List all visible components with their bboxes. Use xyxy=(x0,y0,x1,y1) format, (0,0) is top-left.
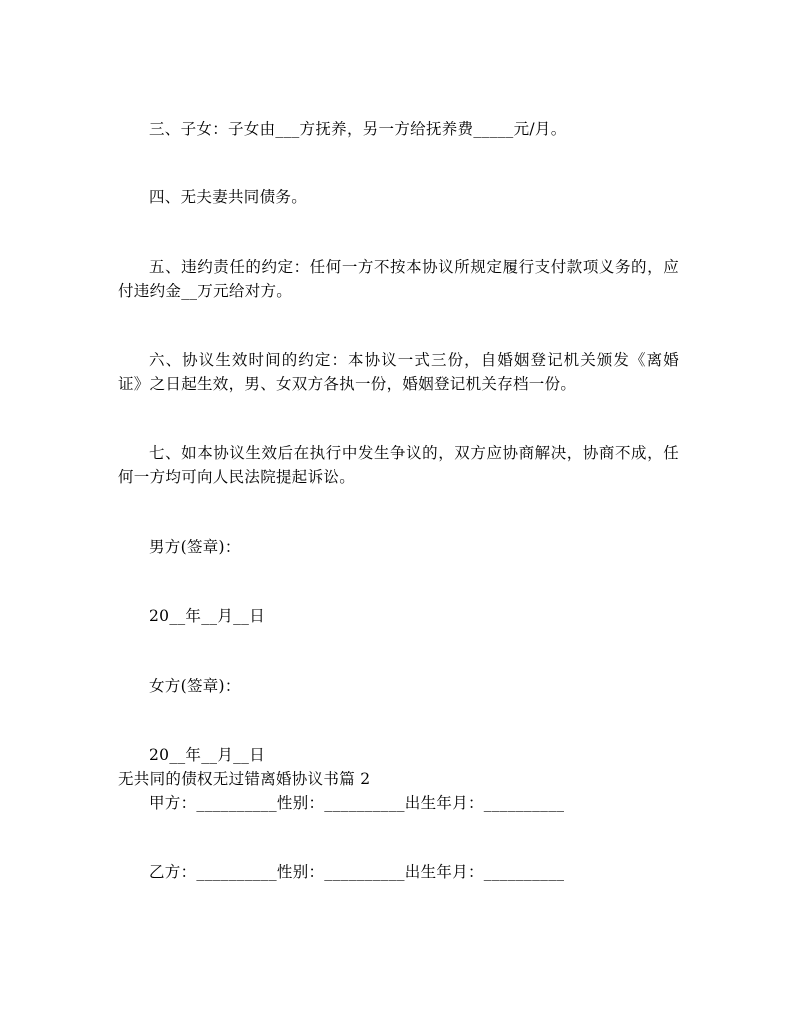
clause-6-line-1: 六、协议生效时间的约定：本协议一式三份，自婚姻登记机关颁发《离婚 xyxy=(149,351,679,369)
male-signature-date: 20__年__月__日 xyxy=(149,607,266,625)
female-signature-label: 女方(签章)： xyxy=(149,677,241,695)
female-signature-date: 20__年__月__日 xyxy=(149,746,266,764)
clause-4: 四、无夫妻共同债务。 xyxy=(149,188,308,206)
clause-6-line-2: 证》之日起生效，男、女双方各执一份，婚姻登记机关存档一份。 xyxy=(118,375,577,393)
party-b-info: 乙方：__________性别：__________出生年月：__________ xyxy=(149,863,565,881)
clause-3: 三、子女：子女由___方抚养，另一方给抚养费_____元/月。 xyxy=(149,120,567,138)
party-a-info: 甲方：__________性别：__________出生年月：__________ xyxy=(149,794,565,812)
clause-7-line-2: 何一方均可向人民法院提起诉讼。 xyxy=(118,468,356,486)
clause-5-line-1: 五、违约责任的约定：任何一方不按本协议所规定履行支付款项义务的，应 xyxy=(149,258,679,276)
clause-5-line-2: 付违约金__万元给对方。 xyxy=(118,282,293,300)
clause-7-line-1: 七、如本协议生效后在执行中发生争议的，双方应协商解决，协商不成，任 xyxy=(149,444,679,462)
male-signature-label: 男方(签章)： xyxy=(149,538,241,556)
section-2-title: 无共同的债权无过错离婚协议书篇 2 xyxy=(118,770,371,788)
